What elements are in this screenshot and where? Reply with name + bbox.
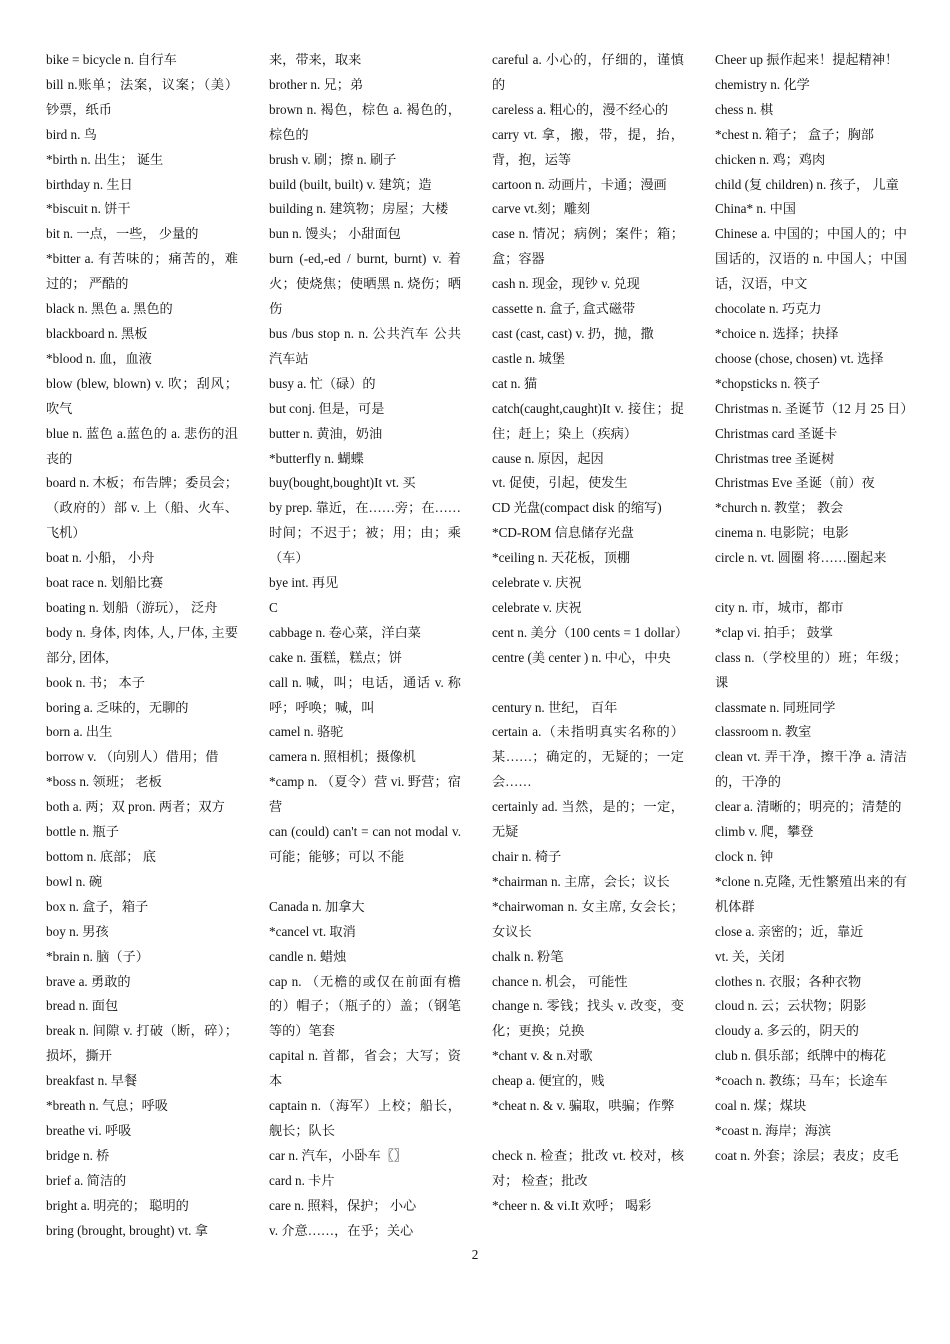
column-2 <box>269 48 461 1243</box>
vocab-entry: celebrate v. 庆祝 <box>492 599 582 615</box>
vocab-entry: bit n. 一点，一些， 少量的 <box>46 226 199 242</box>
vocab-entry: cap n. （无檐的或仅在前面有檐的）帽子；（瓶子的）盖；（钢笔等的）笔套 <box>269 973 461 1039</box>
vocab-entry: call n. 喊，叫；电话，通话 v. 称呼；呼唤；喊，叫 <box>269 674 461 715</box>
vocab-entry: board n. 木板；布告牌；委员会；（政府的）部 v. 上（船、火车、飞机） <box>46 475 238 541</box>
vocab-entry: classmate n. 同班同学 <box>715 699 836 715</box>
vocab-entry: boating n. 划船（游玩）， 泛舟 <box>46 599 218 615</box>
vocab-entry: *CD-ROM 信息储存光盘 <box>492 525 634 541</box>
vocab-entry: case n. 情况；病例；案件；箱；盒；容器 <box>492 226 684 267</box>
vocab-entry: child (复 children) n. 孩子， 儿童 <box>715 176 899 192</box>
vocab-entry: brother n. 兄；弟 <box>269 76 364 92</box>
vocab-entry: clock n. 钟 <box>715 848 774 864</box>
vocab-entry: coal n. 煤；煤块 <box>715 1098 807 1114</box>
vocab-entry: *chairman n. 主席，会长；议长 <box>492 873 670 889</box>
vocab-entry: catch(caught,caught)It v. 接住；捉住；赶上；染上（疾病） <box>492 400 684 441</box>
vocab-entry: *butterfly n. 蝴蝶 <box>269 450 364 466</box>
vocab-entry: born a. 出生 <box>46 724 113 740</box>
vocab-entry: candle n. 蜡烛 <box>269 948 347 964</box>
vocab-entry: *church n. 教堂； 教会 <box>715 500 844 516</box>
vocab-entry: cloud n. 云；云状物；阴影 <box>715 998 867 1014</box>
vocab-entry: classroom n. 教室 <box>715 724 812 740</box>
vocab-entry: cake n. 蛋糕，糕点；饼 <box>269 649 402 665</box>
vocab-entry: cause n. 原因，起因 <box>492 450 604 466</box>
vocab-entry: *clap vi. 拍手； 鼓掌 <box>715 624 833 640</box>
vocab-entry: cent n. 美分（100 cents = 1 dollar） <box>492 624 689 640</box>
vocab-entry: certainly ad. 当然，是的；一定，无疑 <box>492 799 684 840</box>
vocab-entry: boring a. 乏味的，无聊的 <box>46 699 189 715</box>
vocab-entry: bright a. 明亮的； 聪明的 <box>46 1197 189 1213</box>
vocab-entry: *brain n. 脑（子） <box>46 948 149 964</box>
vocab-entry: *cancel vt. 取消 <box>269 923 356 939</box>
vocab-entry: *chairwoman n. 女主席, 女会长；女议长 <box>492 898 684 939</box>
vocab-entry: breakfast n. 早餐 <box>46 1073 138 1089</box>
vocab-entry: *biscuit n. 饼干 <box>46 201 131 217</box>
vocab-entry: *cheer n. & vi.It 欢呼； 喝彩 <box>492 1197 652 1213</box>
vocab-entry: clear a. 清晰的；明亮的；清楚的 <box>715 799 902 815</box>
vocab-entry: bottom n. 底部； 底 <box>46 849 156 864</box>
vocab-entry: break n. 间隙 v. 打破（断，碎）；损坏，撕开 <box>46 1023 238 1064</box>
vocab-entry: buy(bought,bought)It vt. 买 <box>269 475 416 491</box>
page-number: 2 <box>471 1247 479 1262</box>
vocab-entry: celebrate v. 庆祝 <box>492 575 582 591</box>
vocab-entry <box>492 671 684 696</box>
vocab-entry: *ceiling n. 天花板，顶棚 <box>492 550 631 566</box>
vocab-entry: club n. 俱乐部；纸牌中的梅花 <box>715 1048 887 1064</box>
vocab-entry: chalk n. 粉笔 <box>492 948 564 964</box>
column-1 <box>46 48 238 1244</box>
vocab-entry: brush v. 刷；擦 n. 刷子 <box>269 151 397 167</box>
vocab-entry: chemistry n. 化学 <box>715 76 810 92</box>
vocab-entry: blue n. 蓝色 a.蓝色的 a. 悲伤的沮丧的 <box>46 425 238 466</box>
vocab-entry: vt. 关，关闭 <box>715 948 785 964</box>
vocab-entry: China* n. 中国 <box>715 201 796 217</box>
vocab-entry: box n. 盒子，箱子 <box>46 898 149 914</box>
vocab-entry: cloudy a. 多云的，阴天的 <box>715 1023 859 1039</box>
vocab-entry: book n. 书； 本子 <box>46 674 145 690</box>
vocab-entry: city n. 市，城市，都市 <box>715 599 844 615</box>
vocab-entry: Christmas n. 圣诞节（12 月 25 日） <box>715 400 914 416</box>
vocab-entry: change n. 零钱；找头 v. 改变，变化；更换；兑换 <box>492 998 684 1039</box>
vocab-entry: certain a.（未指明真实名称的）某……；确定的，无疑的；一定会…… <box>492 724 684 790</box>
vocab-entry: choose (chose, chosen) vt. 选择 <box>715 350 884 366</box>
vocab-entry: cinema n. 电影院；电影 <box>715 525 849 541</box>
vocab-entry: Cheer up 振作起来！提起精神！ <box>715 52 899 67</box>
vocab-entry: circle n. vt. 圆圈 将……圈起来 <box>715 550 887 566</box>
vocab-entry: Christmas card 圣诞卡 <box>715 425 838 441</box>
vocab-entry: close a. 亲密的；近，靠近 <box>715 923 864 939</box>
vocab-entry: boat n. 小船， 小舟 <box>46 550 155 566</box>
vocab-entry: bring (brought, brought) vt. 拿 <box>46 1222 208 1238</box>
vocab-entry: boat race n. 划船比赛 <box>46 575 164 591</box>
vocab-entry: cassette n. 盒子, 盒式磁带 <box>492 301 636 317</box>
vocab-entry: bun n. 馒头； 小甜面包 <box>269 226 401 242</box>
vocab-entry: bridge n. 桥 <box>46 1147 110 1163</box>
vocab-entry: cast (cast, cast) v. 扔，抛，撒 <box>492 325 654 341</box>
vocab-entry: Christmas Eve 圣诞（前）夜 <box>715 475 875 491</box>
vocab-entry: breathe vi. 呼吸 <box>46 1122 132 1138</box>
vocab-entry: busy a. 忙（碌）的 <box>269 375 376 391</box>
vocab-entry: brown n. 褐色，棕色 a. 褐色的，棕色的 <box>269 101 461 142</box>
vocab-entry: blow (blew, blown) v. 吹；刮风；吹气 <box>46 375 238 416</box>
vocab-entry: clothes n. 衣服；各种衣物 <box>715 973 862 989</box>
vocab-entry: blackboard n. 黑板 <box>46 325 148 341</box>
vocab-entry: cat n. 猫 <box>492 375 538 391</box>
vocab-entry: careful a. 小心的，仔细的，谨慎的 <box>492 52 684 92</box>
vocab-entry: *blood n. 血，血液 <box>46 350 152 366</box>
vocab-entry: climb v. 爬，攀登 <box>715 824 814 840</box>
vocab-entry: vt. 促使，引起，使发生 <box>492 475 628 491</box>
vocab-entry: cheap a. 便宜的，贱 <box>492 1073 605 1089</box>
vocab-entry: check n. 检查；批改 vt. 校对，核对； 检查；批改 <box>492 1147 684 1188</box>
vocab-entry: *chest n. 箱子； 盒子；胸部 <box>715 126 874 142</box>
vocab-entry <box>492 1119 684 1144</box>
vocab-entry: *chopsticks n. 筷子 <box>715 375 821 391</box>
vocab-entry: borrow v. （向别人）借用；借 <box>46 749 219 765</box>
vocab-entry: class n.（学校里的）班；年级；课 <box>715 649 907 690</box>
vocab-entry: *coach n. 教练；马车；长途车 <box>715 1073 888 1089</box>
vocab-entry: v. 介意……，在乎；关心 <box>269 1222 414 1238</box>
vocab-entry: *clone n.克隆, 无性繁殖出来的有机体群 <box>715 873 907 914</box>
vocab-entry: by prep. 靠近，在……旁；在……时间；不迟于；被；用；由；乘（车） <box>269 500 461 566</box>
vocab-entry: castle n. 城堡 <box>492 350 565 366</box>
vocab-entry: can (could) can't = can not modal v. 可能；能够；可以 不能 <box>269 824 461 864</box>
vocab-entry: camel n. 骆驼 <box>269 724 344 740</box>
vocab-entry: *birth n. 出生； 诞生 <box>46 151 164 167</box>
vocab-entry: *chant v. & n.对歌 <box>492 1048 593 1064</box>
vocab-entry: Chinese a. 中国的；中国人的；中国话的，汉语的 n. 中国人；中国话，汉语，中文 <box>715 226 907 292</box>
vocab-entry: cash n. 现金，现钞 v. 兑现 <box>492 276 640 292</box>
vocab-entry: black n. 黑色 a. 黑色的 <box>46 301 173 317</box>
column-4 <box>715 48 914 1169</box>
vocab-entry: careless a. 粗心的，漫不经心的 <box>492 101 669 117</box>
vocab-entry: bottle n. 瓶子 <box>46 824 119 840</box>
vocab-entry: *cheat n. & v. 骗取，哄骗；作弊 <box>492 1098 675 1114</box>
vocab-entry: building n. 建筑物；房屋；大楼 <box>269 201 449 217</box>
vocab-entry: birthday n. 生日 <box>46 176 133 192</box>
column-3 <box>492 48 689 1219</box>
vocab-entry: but conj. 但是，可是 <box>269 400 385 416</box>
vocab-entry: carry vt. 拿，搬，带，提，抬，背，抱，运等 <box>492 126 684 167</box>
vocab-entry: cartoon n. 动画片，卡通；漫画 <box>492 176 667 192</box>
vocab-entry: build (built, built) v. 建筑；造 <box>269 176 432 192</box>
vocab-entry: chance n. 机会， 可能性 <box>492 973 628 989</box>
vocab-entry: boy n. 男孩 <box>46 923 109 939</box>
vocab-entry: bus /bus stop n. n. 公共汽车 公共汽车站 <box>269 325 461 366</box>
vocab-entry <box>269 870 461 895</box>
vocab-entry: care n. 照料，保护； 小心 <box>269 1197 417 1213</box>
vocab-entry: cabbage n. 卷心菜，洋白菜 <box>269 624 421 640</box>
vocab-entry: *choice n. 选择；抉择 <box>715 325 839 341</box>
vocab-entry: centre (美 center ) n. 中心，中央 <box>492 649 671 665</box>
vocab-entry: chocolate n. 巧克力 <box>715 301 822 317</box>
vocab-entry: camera n. 照相机；摄像机 <box>269 749 416 765</box>
vocab-entry: card n. 卡片 <box>269 1172 335 1188</box>
vocab-entry: brave a. 勇敢的 <box>46 973 131 989</box>
vocab-entry: CD 光盘(compact disk 的缩写) <box>492 500 662 516</box>
vocab-entry: carve vt.刻；雕刻 <box>492 201 591 217</box>
vocab-entry: Christmas tree 圣诞树 <box>715 450 835 466</box>
vocab-entry: captain n.（海军）上校；船长，舰长；队长 <box>269 1098 461 1138</box>
vocab-entry: bread n. 面包 <box>46 998 119 1014</box>
vocab-entry: *bitter a. 有苦味的；痛苦的，难过的； 严酷的 <box>46 251 238 292</box>
vocab-entry: burn (-ed,-ed / burnt, burnt) v. 着火；使烧焦；使晒黑 n. 烧伤；晒伤 <box>269 251 461 317</box>
vocab-entry: bill n.账单；法案，议案；（美）钞票，纸币 <box>46 76 238 117</box>
vocab-entry: *camp n. （夏令）营 vi. 野营；宿营 <box>269 774 461 815</box>
vocab-entry: *boss n. 领班； 老板 <box>46 774 162 790</box>
vocab-entry: chicken n. 鸡；鸡肉 <box>715 151 826 167</box>
vocab-entry: capital n. 首都，省会；大写；资本 <box>269 1048 461 1089</box>
vocab-entry: 来，带来，取来 <box>269 52 362 67</box>
vocab-entry: bye int. 再见 <box>269 575 339 591</box>
vocab-entry: century n. 世纪， 百年 <box>492 699 618 715</box>
vocab-entry: *breath n. 气息；呼吸 <box>46 1098 168 1114</box>
vocab-entry: Canada n. 加拿大 <box>269 898 365 914</box>
vocab-entry <box>715 571 907 596</box>
vocab-entry: chess n. 棋 <box>715 101 774 117</box>
vocab-entry: *coast n. 海岸；海滨 <box>715 1122 832 1138</box>
vocab-entry: both a. 两；双 pron. 两者；双方 <box>46 799 225 815</box>
vocab-entry: brief a. 简洁的 <box>46 1172 127 1188</box>
vocab-entry: chair n. 椅子 <box>492 848 562 864</box>
vocab-entry: clean vt. 弄干净，擦干净 a. 清洁的，干净的 <box>715 749 907 790</box>
vocab-entry: coat n. 外套；涂层；表皮；皮毛 <box>715 1147 899 1163</box>
vocab-entry: bird n. 鸟 <box>46 126 97 142</box>
vocab-entry: body n. 身体, 肉体, 人, 尸体, 主要部分, 团体, <box>46 624 238 665</box>
vocab-entry: C <box>269 599 278 615</box>
vocab-entry: car n. 汽车，小卧车〖〗 <box>269 1147 408 1163</box>
vocab-entry: butter n. 黄油，奶油 <box>269 425 383 441</box>
vocab-entry: bowl n. 碗 <box>46 873 103 889</box>
vocab-entry: bike = bicycle n. 自行车 <box>46 52 177 67</box>
